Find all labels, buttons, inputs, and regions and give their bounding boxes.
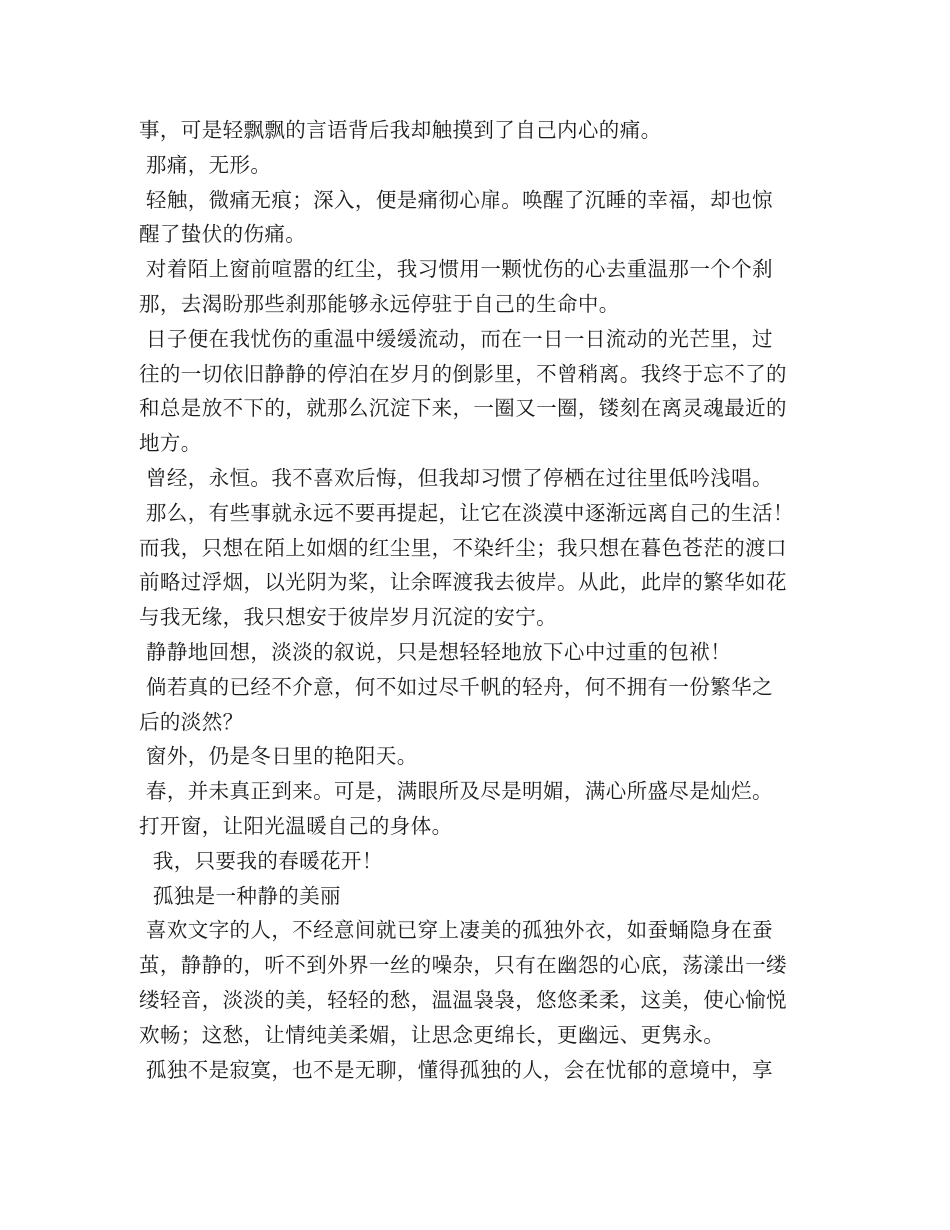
text-line: 静静地回想，淡淡的叙说，只是想轻轻地放下心中过重的包袱！ (139, 639, 732, 664)
text-line: 那么，有些事就永远不要再提起，让它在淡漠中逐渐远离自己的生活！ (139, 500, 794, 525)
text-line: 我，只要我的春暖花开！ (139, 848, 383, 873)
text-line: 而我，只想在陌上如烟的红尘里，不染纤尘；我只想在暮色苍茫的渡口 (139, 535, 787, 560)
text-line: 打开窗，让阳光温暖自己的身体。 (139, 813, 453, 838)
text-line: 地方。 (139, 431, 202, 456)
text-line: 那，去渴盼那些刹那能够永远停驻于自己的生命中。 (139, 291, 620, 316)
text-line: 春，并未真正到来。可是，满眼所及尽是明媚，满心所盛尽是灿烂。 (139, 779, 773, 804)
text-line: 那痛，无形。 (139, 152, 272, 177)
text-line: 前略过浮烟，以光阴为桨，让余晖渡我去彼岸。从此，此岸的繁华如花 (139, 570, 787, 595)
text-line: 茧，静静的，听不到外界一丝的噪杂，只有在幽怨的心底，荡漾出一缕 (139, 953, 787, 978)
text-line: 后的淡然？ (139, 709, 244, 734)
text-line: 醒了蛰伏的伤痛。 (139, 222, 307, 247)
text-line: 与我无缘，我只想安于彼岸岁月沉淀的安宁。 (139, 605, 557, 630)
text-line: 往的一切依旧静静的停泊在岁月的倒影里，不曾稍离。我终于忘不了的 (139, 361, 787, 386)
text-line: 窗外，仍是冬日里的艳阳天。 (139, 744, 418, 769)
text-line: 日子便在我忧伤的重温中缓缓流动，而在一日一日流动的光芒里，过 (139, 326, 773, 351)
text-line: 欢畅；这愁，让情纯美柔媚，让思念更绵长，更幽远、更隽永。 (139, 1022, 725, 1047)
text-line: 曾经，永恒。我不喜欢后悔，但我却习惯了停栖在过往里低吟浅唱。 (139, 465, 773, 490)
text-line: 倘若真的已经不介意，何不如过尽千帆的轻舟，何不拥有一份繁华之 (139, 674, 773, 699)
text-line: 事，可是轻飘飘的言语背后我却触摸到了自己内心的痛。 (139, 118, 662, 142)
text-line: 缕轻音，淡淡的美，轻轻的愁，温温袅袅，悠悠柔柔，这美，使心愉悦 (139, 987, 787, 1012)
text-line: 轻触，微痛无痕；深入，便是痛彻心扉。唤醒了沉睡的幸福，却也惊 (139, 187, 773, 212)
text-line: 对着陌上窗前喧嚣的红尘，我习惯用一颗忧伤的心去重温那一个个刹 (139, 257, 773, 282)
text-line: 和总是放不下的，就那么沉淀下来，一圈又一圈，镂刻在离灵魂最近的 (139, 396, 787, 421)
text-line: 喜欢文字的人，不经意间就已穿上凄美的孤独外衣，如蚕蛹隐身在蚕 (139, 918, 773, 943)
section-heading: 孤独是一种静的美丽 (139, 883, 341, 908)
text-line: 孤独不是寂寞，也不是无聊，懂得孤独的人，会在忧郁的意境中，享 (139, 1057, 773, 1082)
document-text-body (139, 113, 829, 1087)
